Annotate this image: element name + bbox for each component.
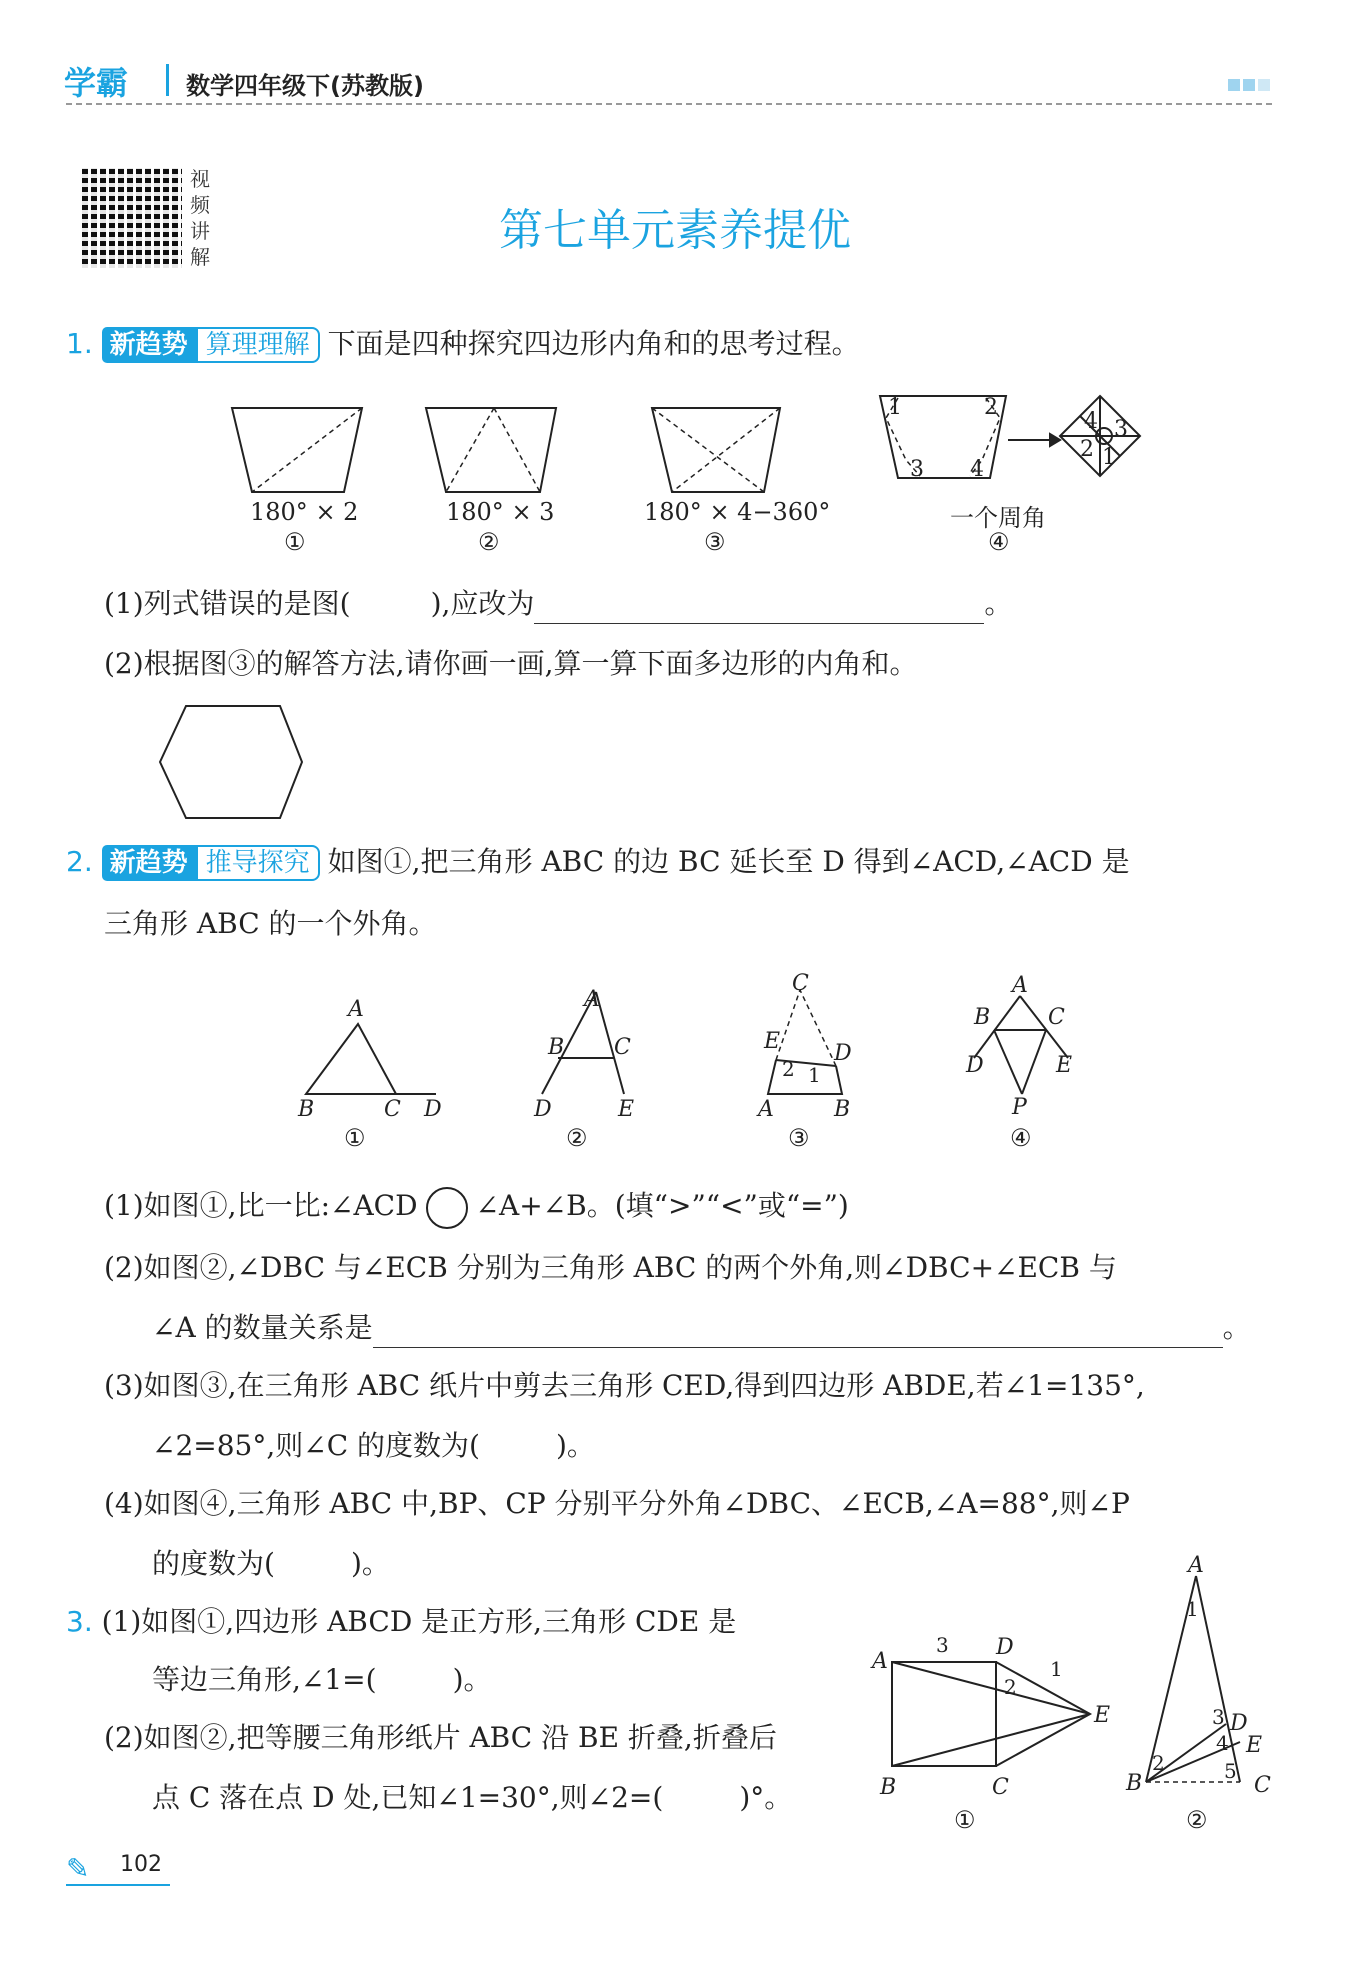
svg-text:D: D: [834, 1041, 852, 1066]
trend-tag: 新趋势: [102, 845, 196, 881]
q2-sub2: (2)如图②,∠DBC 与∠ECB 分别为三角形 ABC 的两个外角,则∠DBC+∠ECB 与: [104, 1251, 1117, 1284]
question-number: 1.: [66, 327, 93, 360]
q2-sub1: (1)如图①,比一比:∠ACD ∠A+∠B。(填“>”“<”或“=”): [104, 1186, 849, 1229]
svg-text:B: B: [1126, 1771, 1143, 1796]
svg-text:D: D: [996, 1635, 1014, 1660]
svg-text:C: C: [992, 1775, 1009, 1800]
svg-text:3: 3: [1212, 1705, 1225, 1729]
svg-text:1: 1: [1186, 1597, 1199, 1621]
q3-sub2: (2)如图②,把等腰三角形纸片 ABC 沿 BE 折叠,折叠后: [104, 1721, 777, 1754]
q1-sub1: (1)列式错误的是图( ),应改为 。: [104, 584, 1012, 624]
svg-text:C: C: [614, 1035, 631, 1060]
svg-text:3: 3: [936, 1633, 949, 1657]
q3-fig2-num: ②: [1186, 1806, 1208, 1834]
svg-text:E: E: [1246, 1733, 1263, 1758]
svg-text:E: E: [1094, 1703, 1111, 1728]
page-number: 102: [120, 1852, 162, 1877]
svg-text:E: E: [764, 1029, 781, 1054]
svg-text:A: A: [1012, 973, 1028, 998]
svg-text:C: C: [1254, 1773, 1271, 1798]
svg-text:3: 3: [1114, 417, 1128, 442]
topic-tag: 推导探究: [196, 845, 320, 881]
svg-text:1: 1: [808, 1063, 821, 1087]
q1-sub2: (2)根据图③的解答方法,请你画一画,算一算下面多边形的内角和。: [104, 647, 918, 680]
svg-text:E: E: [1056, 1053, 1073, 1078]
q3-sub1-cont: 等边三角形,∠1=( )。: [152, 1663, 492, 1696]
qr-caption: 视 频 讲 解: [190, 167, 210, 269]
q2-sub4-cont: 的度数为( )。: [152, 1547, 390, 1580]
q2-stem-cont: 三角形 ABC 的一个外角。: [104, 907, 437, 940]
svg-text:B: B: [298, 1097, 315, 1122]
svg-text:C: C: [792, 971, 809, 996]
svg-text:A: A: [584, 987, 600, 1012]
svg-text:D: D: [424, 1097, 442, 1122]
trend-tag: 新趋势: [102, 327, 196, 363]
svg-text:A: A: [872, 1649, 888, 1674]
q3-sub2-cont: 点 C 落在点 D 处,已知∠1=30°,则∠2=( )°。: [152, 1781, 793, 1814]
svg-text:1: 1: [1102, 445, 1116, 470]
page-title: 第七单元素养提优: [499, 205, 851, 256]
q2-fig1-num: ①: [344, 1124, 366, 1152]
q2-fig2-num: ②: [566, 1124, 588, 1152]
q2-sub3: (3)如图③,在三角形 ABC 纸片中剪去三角形 CED,得到四边形 ABDE,若∠1=135°,: [104, 1369, 1145, 1402]
q3-fig1-num: ①: [954, 1806, 976, 1834]
svg-text:2: 2: [1152, 1751, 1165, 1775]
svg-text:2: 2: [1004, 1675, 1017, 1699]
svg-text:A: A: [348, 997, 364, 1022]
q1-fig3-num: ③: [704, 528, 726, 556]
svg-text:A: A: [1188, 1553, 1204, 1578]
q2-sub2-cont: ∠A 的数量关系是 。: [152, 1308, 1251, 1348]
svg-text:4: 4: [1084, 409, 1098, 434]
svg-text:E: E: [618, 1097, 635, 1122]
svg-text:P: P: [1012, 1095, 1027, 1120]
question-number: 3.: [66, 1605, 93, 1638]
svg-text:A: A: [758, 1097, 774, 1122]
svg-text:C: C: [384, 1097, 401, 1122]
q1-fig1-num: ①: [284, 528, 306, 556]
q2-sub3-cont: ∠2=85°,则∠C 的度数为( )。: [152, 1429, 595, 1462]
svg-text:3: 3: [910, 457, 924, 482]
svg-text:4: 4: [1216, 1731, 1229, 1755]
svg-text:4: 4: [970, 457, 984, 482]
q1-fig2-caption: 180° × 3: [446, 498, 555, 526]
book-title: 数学四年级下(苏教版): [186, 72, 424, 100]
svg-text:B: B: [834, 1097, 851, 1122]
question-number: 2.: [66, 845, 93, 878]
q2-stem: 2. 新趋势 推导探究 如图①,把三角形 ABC 的边 BC 延长至 D 得到∠ACD,∠ACD 是: [66, 842, 1130, 882]
svg-text:1: 1: [888, 395, 902, 420]
svg-text:2: 2: [782, 1057, 795, 1081]
svg-text:B: B: [880, 1775, 897, 1800]
q2-sub4: (4)如图④,三角形 ABC 中,BP、CP 分别平分外角∠DBC、∠ECB,∠A=88°,则∠P: [104, 1487, 1130, 1520]
svg-text:2: 2: [984, 395, 998, 420]
q1-fig3-caption: 180° × 4−360°: [644, 498, 831, 526]
svg-text:5: 5: [1224, 1759, 1237, 1783]
svg-text:B: B: [548, 1035, 565, 1060]
pencil-icon: ✎: [66, 1852, 90, 1885]
q2-fig3-num: ③: [788, 1124, 810, 1152]
svg-text:B: B: [974, 1005, 991, 1030]
topic-tag: 算理理解: [196, 327, 320, 363]
q2-fig4-num: ④: [1010, 1124, 1032, 1152]
svg-text:C: C: [1048, 1005, 1065, 1030]
q1-fig4-caption: 一个周角: [950, 504, 1046, 532]
svg-text:2: 2: [1080, 437, 1094, 462]
q1-stem: 1. 新趋势 算理理解 下面是四种探究四边形内角和的思考过程。: [66, 324, 860, 364]
q1-fig2-num: ②: [478, 528, 500, 556]
svg-text:1: 1: [1050, 1657, 1063, 1681]
q3-sub1: 3. (1)如图①,四边形 ABCD 是正方形,三角形 CDE 是: [66, 1605, 737, 1638]
svg-text:D: D: [966, 1053, 984, 1078]
svg-text:D: D: [1230, 1711, 1248, 1736]
q1-fig4-num: ④: [988, 528, 1010, 556]
brand-logo: 学霸: [64, 64, 129, 102]
svg-text:D: D: [534, 1097, 552, 1122]
q1-fig1-caption: 180° × 2: [250, 498, 359, 526]
page-number-underline: [66, 1884, 170, 1886]
